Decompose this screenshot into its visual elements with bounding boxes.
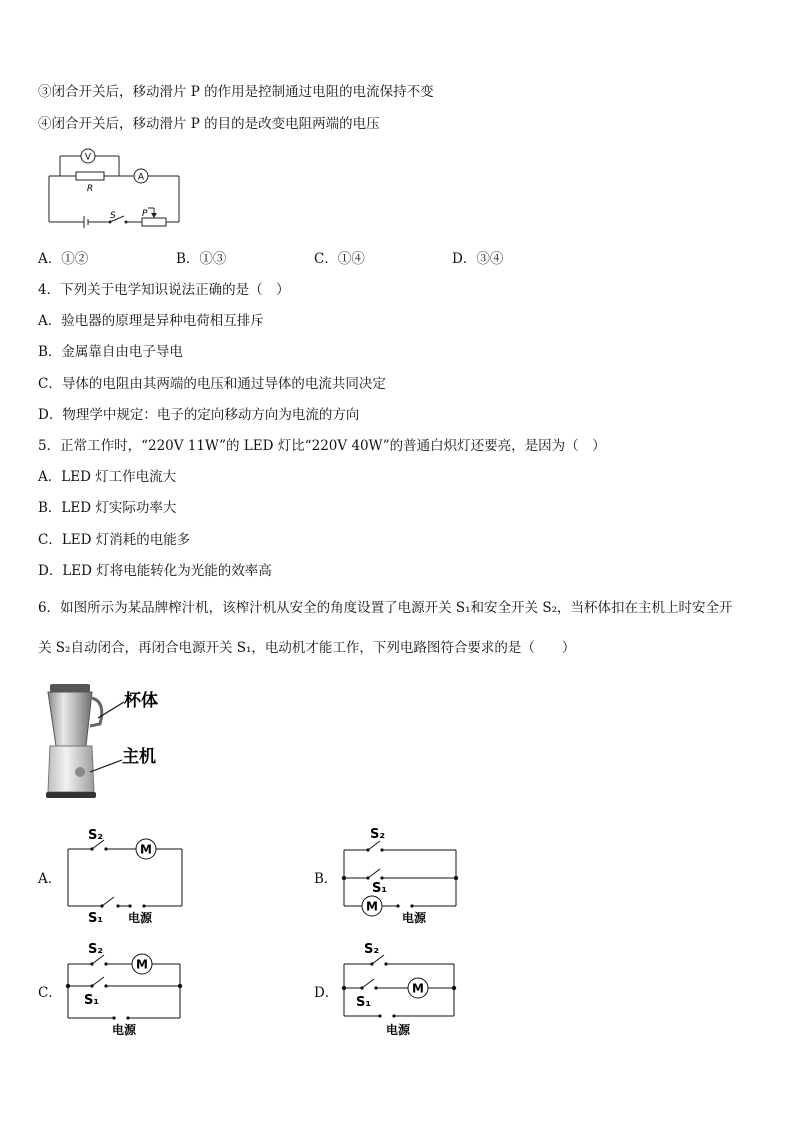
q4-option-c[interactable]: C．导体的电阻由其两端的电压和通过导体的电流共同决定 (38, 376, 386, 392)
a-motor-label: M (140, 842, 152, 857)
q4-option-d[interactable]: D．物理学中规定：电子的定向移动方向为电流的方向 (38, 407, 360, 423)
d-motor-label: M (412, 981, 424, 996)
q6-stem-line-2: 关 S₂自动闭合，再闭合电源开关 S₁，电动机才能工作，下列电路图符合要求的是（ ） (38, 640, 576, 656)
q4-stem: 4．下列关于电学知识说法正确的是（ ） (38, 282, 290, 298)
q6-option-b[interactable]: B． (314, 871, 338, 887)
q6-circuit-b (338, 822, 468, 928)
q5-option-c[interactable]: C．LED 灯消耗的电能多 (38, 532, 191, 548)
q3-option-a[interactable]: A．①② (38, 251, 89, 267)
q4-option-a[interactable]: A．验电器的原理是异种电荷相互排斥 (38, 313, 264, 329)
q5-option-b[interactable]: B．LED 灯实际功率大 (38, 500, 177, 516)
b-motor-label: M (366, 899, 378, 914)
q5-option-a[interactable]: A．LED 灯工作电流大 (38, 469, 177, 485)
q6-circuit-d (338, 938, 468, 1042)
d-s2-label: S₂ (364, 942, 380, 957)
q4-option-b[interactable]: B．金属靠自由电子导电 (38, 344, 183, 360)
c-s2-label: S₂ (88, 942, 104, 957)
resistor-label: R (86, 184, 94, 194)
a-power-label: 电源 (128, 911, 153, 925)
q6-circuit-c (62, 938, 192, 1042)
q6-option-c[interactable]: C． (38, 985, 62, 1001)
q3-option-c[interactable]: C．①④ (314, 251, 365, 267)
q5-option-d[interactable]: D．LED 灯将电能转化为光能的效率高 (38, 563, 272, 579)
juicer-lid (50, 684, 90, 692)
juicer-handle (90, 698, 102, 726)
juicer-cup (48, 692, 92, 746)
q6-circuit-a (62, 824, 192, 928)
q6-stem-line-1: 6．如图所示为某品牌榨汁机，该榨汁机从安全的角度设置了电源开关 S₁和安全开关 S₂，当杯体扣在主机上时安全开 (38, 600, 733, 616)
d-power-label: 电源 (386, 1023, 411, 1037)
juicer-knob (75, 767, 85, 777)
q6-option-d[interactable]: D． (314, 985, 339, 1001)
a-s2-label: S₂ (88, 828, 104, 843)
statement-3: ③闭合开关后，移动滑片 P 的作用是控制通过电阻的电流保持不变 (38, 84, 434, 100)
q3-circuit-diagram (44, 146, 184, 228)
b-s1-label: S₁ (372, 881, 388, 896)
b-s2-label: S₂ (370, 827, 386, 842)
resistor-symbol (76, 172, 104, 180)
juicer-base (48, 746, 94, 792)
switch-label: S (110, 211, 116, 221)
q3-option-b[interactable]: B．①③ (176, 251, 227, 267)
statement-4: ④闭合开关后，移动滑片 P 的目的是改变电阻两端的电压 (38, 116, 380, 132)
juicer-illustration (40, 680, 180, 804)
slider-label: P (142, 209, 148, 219)
q6-option-a[interactable]: A． (38, 871, 62, 887)
c-motor-label: M (136, 957, 148, 972)
voltmeter-label: V (84, 152, 92, 163)
q3-option-d[interactable]: D．③④ (452, 251, 504, 267)
label-base: 主机 (122, 747, 156, 767)
c-s1-label: S₁ (84, 993, 100, 1008)
q5-stem: 5．正常工作时，“220V 11W”的 LED 灯比“220V 40W”的普通白炽灯还要亮，是因为（ ） (38, 438, 606, 454)
a-s1-label: S₁ (88, 911, 104, 926)
ammeter-label: A (137, 172, 145, 183)
rheostat-symbol (142, 218, 166, 226)
label-cup: 杯体 (124, 691, 158, 711)
b-power-label: 电源 (402, 911, 427, 925)
c-power-label: 电源 (112, 1023, 137, 1037)
d-s1-label: S₁ (356, 995, 372, 1010)
